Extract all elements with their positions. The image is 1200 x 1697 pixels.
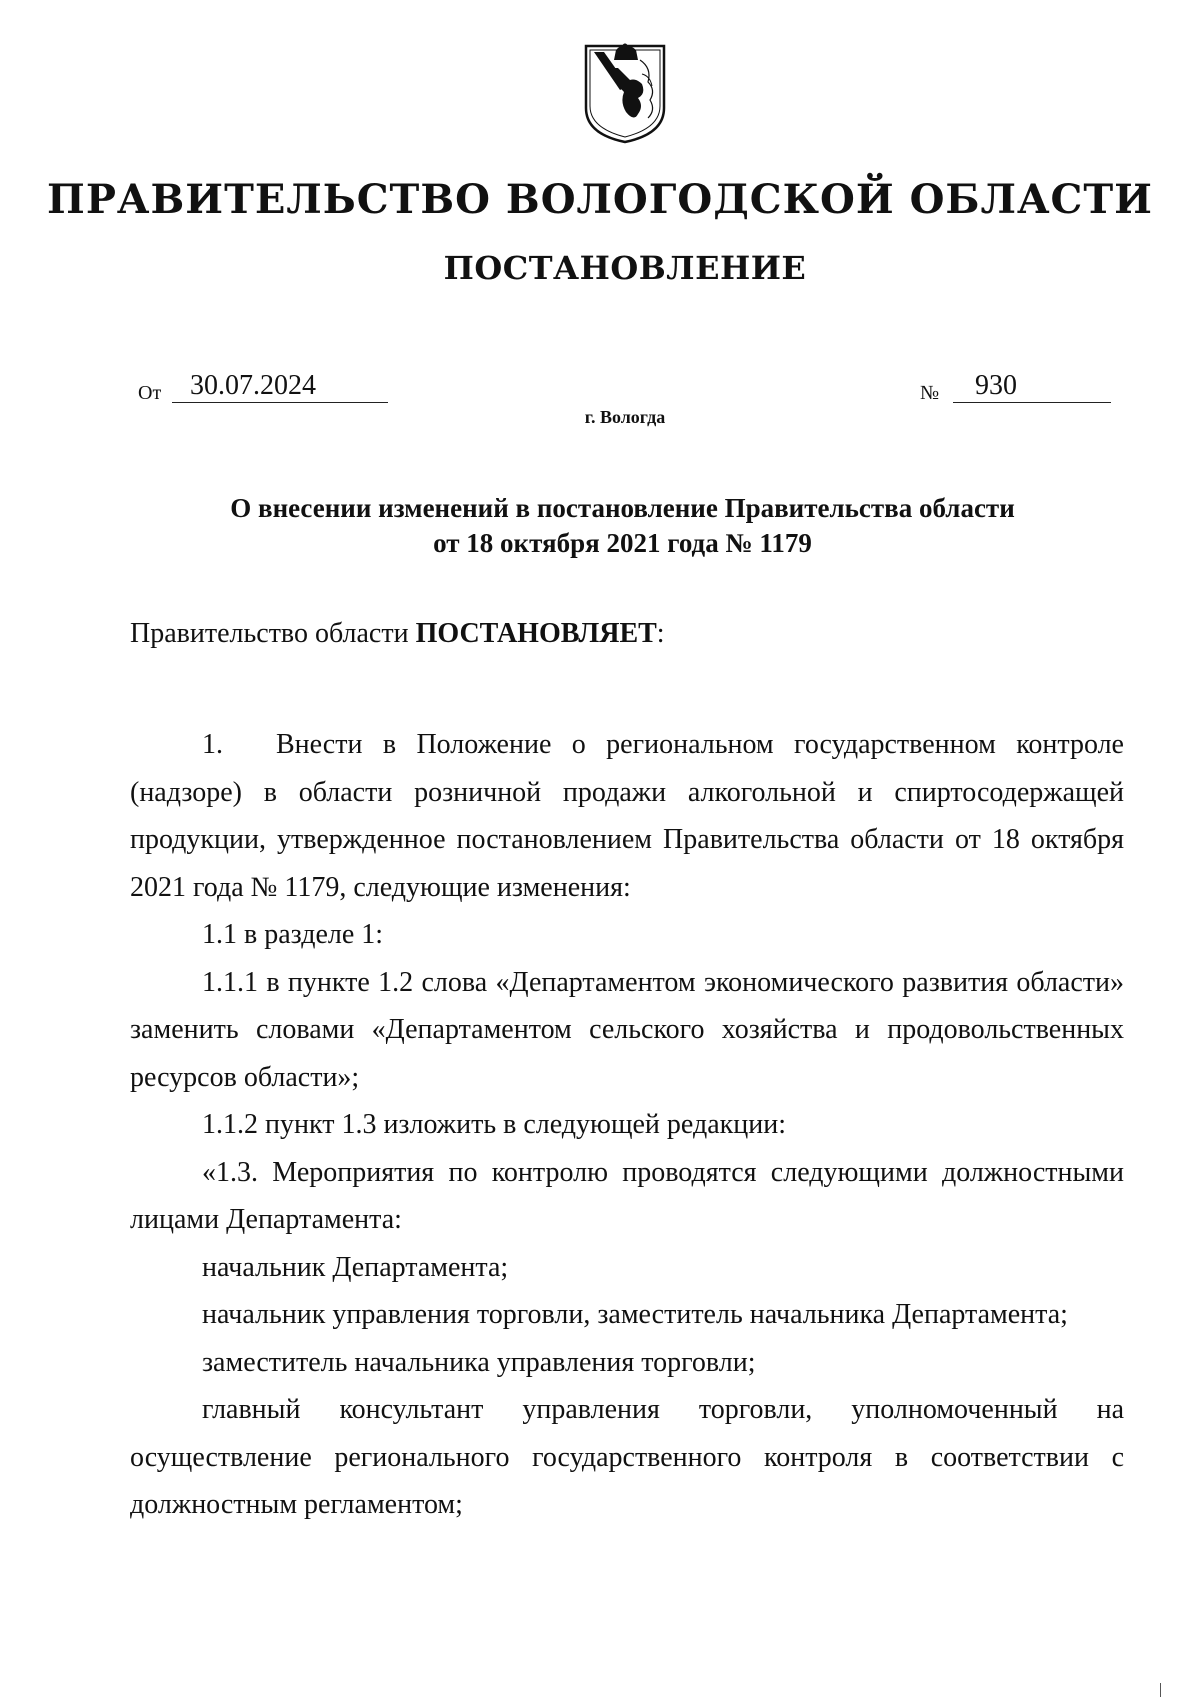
number-underline (953, 402, 1111, 403)
paragraph-1-1-1: 1.1.1 в пункте 1.2 слова «Департаментом экономического развития области» заменить словами «Департаментом сельского хозяйства и продовольственных ресурсов области»; (130, 966, 1124, 1093)
document-type-title: ПОСТАНОВЛЕНИЕ (443, 249, 807, 287)
number-label: № (920, 382, 940, 404)
paragraph-trade-deputy: заместитель начальника управления торговли; (202, 1346, 756, 1378)
subject-line-1: О внесении изменений в постановление Правительства области (230, 493, 1015, 523)
coat-of-arms-icon (580, 38, 670, 148)
paragraph-item-1 (130, 721, 1124, 911)
preamble-prefix: Правительство области (130, 618, 416, 649)
government-title: ПРАВИТЕЛЬСТВО ВОЛОГОДСКОЙ ОБЛАСТИ (47, 176, 1153, 223)
item-number: 1. (202, 729, 223, 760)
date-underline (172, 402, 388, 403)
date-value: 30.07.2024 (190, 370, 316, 401)
preamble-suffix: : (656, 618, 665, 649)
item-1-text: Внести в Положение о региональном государственном контроле (надзоре) в области розничной продажи алкогольной и спиртосодержащей продукции, утвержденное постановлением Правительства области от 18 октября 2021 года № 1179, следующие изменения: (130, 729, 1124, 903)
subject-line-2: от 18 октября 2021 года № 1179 (433, 528, 812, 558)
document-body (130, 721, 1124, 1529)
date-label: От (138, 382, 162, 404)
paragraph-1-3: «1.3. Мероприятия по контролю проводятся следующими должностными лицами Департамента: (130, 1156, 1124, 1235)
preamble-resolves: ПОСТАНОВЛЯЕТ (415, 618, 657, 649)
paragraph-trade-head: начальник управления торговли, заместитель начальника Департамента; (202, 1299, 1068, 1330)
paragraph-consultant: главный консультант управления торговли, уполномоченный на осуществление регионального государственного контроля в соответствии с должностным регламентом; (130, 1394, 1124, 1520)
city-label: г. Вологда (584, 407, 666, 427)
preamble (130, 618, 665, 650)
paragraph-1-1: 1.1 в разделе 1: (202, 919, 384, 950)
scan-artifact (1160, 1683, 1171, 1697)
document-subject (0, 491, 1200, 561)
paragraph-1-1-2: 1.1.2 пункт 1.3 изложить в следующей редакции: (202, 1109, 786, 1140)
number-value: 930 (975, 370, 1017, 401)
paragraph-department-head: начальник Департамента; (202, 1251, 509, 1283)
